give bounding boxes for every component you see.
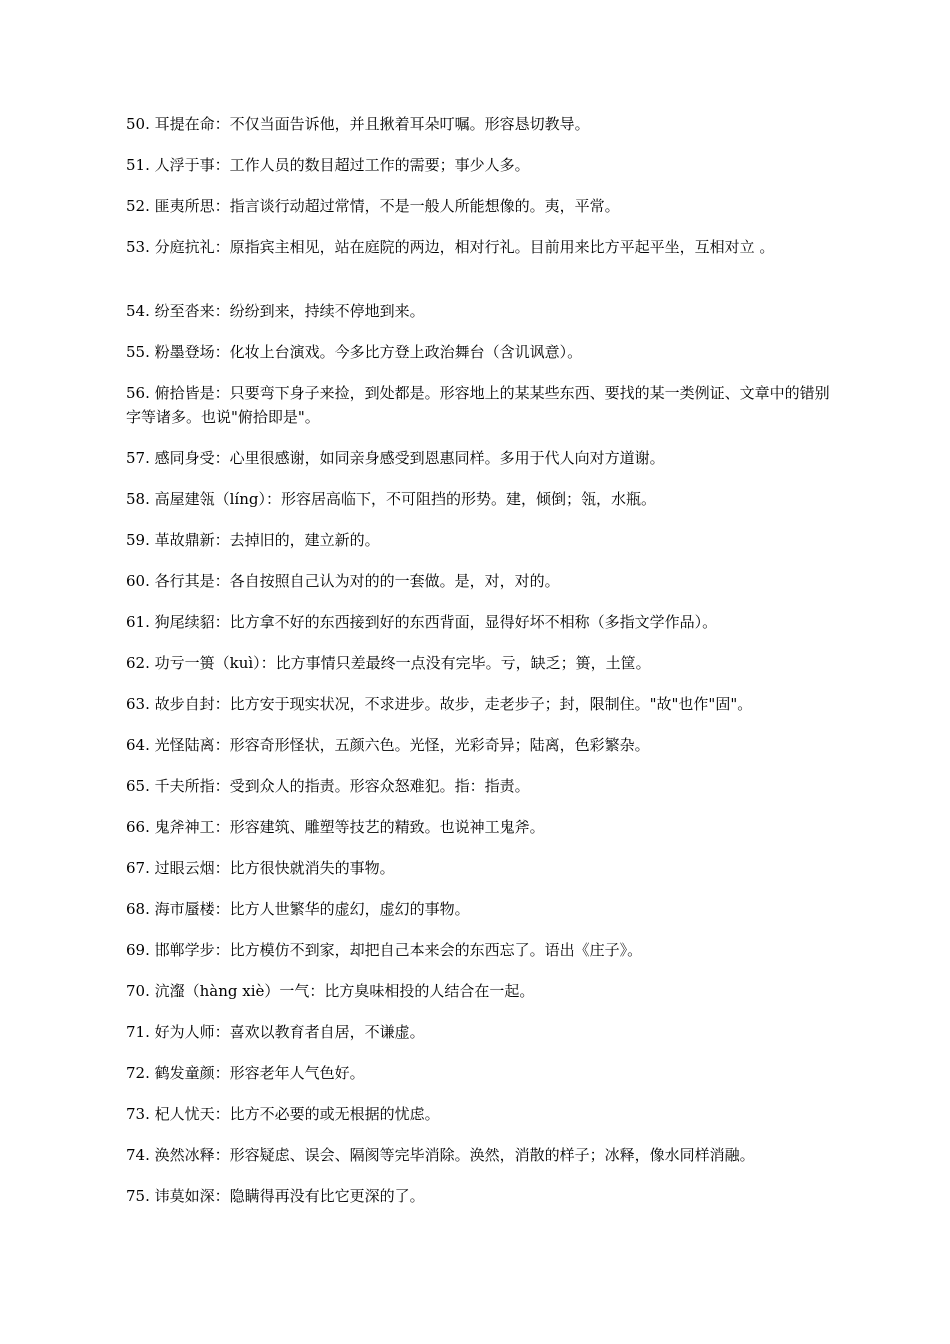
idiom-entry-68: 68. 海市蜃楼：比方人世繁华的虚幻，虚幻的事物。 [126, 900, 470, 918]
idiom-entry-70: 70. 沆瀣（hàng xiè）一气：比方臭味相投的人结合在一起。 [126, 982, 535, 1000]
idiom-entry-60: 60. 各行其是：各自按照自己认为对的的一套做。是，对，对的。 [126, 572, 560, 590]
idiom-entry-74: 74. 涣然冰释：形容疑虑、误会、隔阂等完毕消除。涣然，消散的样子；冰释，像水同样消融。 [126, 1146, 755, 1164]
idiom-entry-56: 56. 俯拾皆是：只要弯下身子来捡，到处都是。形容地上的某某些东西、要找的某一类例证、文章中的错别字等诸多。也说"俯拾即是"。 [126, 384, 830, 426]
idiom-entry-53: 53. 分庭抗礼：原指宾主相见，站在庭院的两边，相对行礼。目前用来比方平起平坐，互相对立 。 [126, 238, 775, 256]
idiom-entry-62: 62. 功亏一篑（kuì）：比方事情只差最终一点没有完毕。亏，缺乏；篑，土筐。 [126, 654, 651, 672]
idiom-entry-57: 57. 感同身受：心里很感谢，如同亲身感受到恩惠同样。多用于代人向对方道谢。 [126, 449, 665, 467]
idiom-entry-50: 50. 耳提在命：不仅当面告诉他，并且揪着耳朵叮嘱。形容恳切教导。 [126, 115, 590, 133]
idiom-entry-61: 61. 狗尾续貂：比方拿不好的东西接到好的东西背面，显得好坏不相称（多指文学作品）。 [126, 613, 718, 631]
idiom-list [126, 112, 838, 1225]
idiom-entry-54: 54. 纷至沓来：纷纷到来，持续不停地到来。 [126, 302, 425, 320]
idiom-entry-75: 75. 讳莫如深：隐瞒得再没有比它更深的了。 [126, 1187, 425, 1205]
idiom-entry-73: 73. 杞人忧天：比方不必要的或无根据的忧虑。 [126, 1105, 440, 1123]
idiom-entry-71: 71. 好为人师：喜欢以教育者自居，不谦虚。 [126, 1023, 425, 1041]
idiom-entry-69: 69. 邯郸学步：比方模仿不到家，却把自己本来会的东西忘了。语出《庄子》。 [126, 941, 643, 959]
idiom-entry-51: 51. 人浮于事：工作人员的数目超过工作的需要；事少人多。 [126, 156, 530, 174]
idiom-entry-59: 59. 革故鼎新：去掉旧的，建立新的。 [126, 531, 380, 549]
idiom-entry-67: 67. 过眼云烟：比方很快就消失的事物。 [126, 859, 395, 877]
idiom-entry-52: 52. 匪夷所思：指言谈行动超过常情，不是一般人所能想像的。夷，平常。 [126, 197, 620, 215]
idiom-entry-63: 63. 故步自封：比方安于现实状况，不求进步。故步，走老步子；封，限制住。"故"也作"固"。 [126, 695, 753, 713]
idiom-entry-72: 72. 鹤发童颜：形容老年人气色好。 [126, 1064, 365, 1082]
idiom-entry-64: 64. 光怪陆离：形容奇形怪状，五颜六色。光怪，光彩奇异；陆离，色彩繁杂。 [126, 736, 650, 754]
idiom-entry-66: 66. 鬼斧神工：形容建筑、雕塑等技艺的精致。也说神工鬼斧。 [126, 818, 545, 836]
idiom-entry-58: 58. 高屋建瓴（líng）：形容居高临下，不可阻挡的形势。建，倾倒；瓴，水瓶。 [126, 490, 656, 508]
idiom-entry-55: 55. 粉墨登场：化妆上台演戏。今多比方登上政治舞台（含讥讽意）。 [126, 343, 583, 361]
idiom-entry-65: 65. 千夫所指：受到众人的指责。形容众怒难犯。指：指责。 [126, 777, 530, 795]
